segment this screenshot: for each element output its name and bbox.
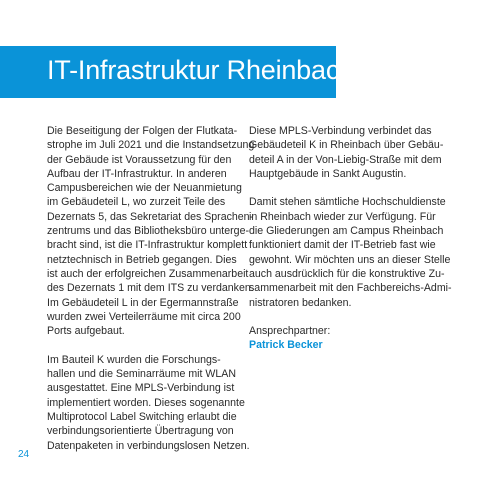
text-line: Aufbau der IT-Infrastruktur. In anderen [47, 167, 227, 180]
contact-label: Ansprechpartner: [249, 325, 331, 338]
text-line: Campusbereichen wie der Neuanmietung [47, 182, 242, 195]
text-line: netztechnisch in Betrieb gegangen. Dies [47, 253, 237, 266]
text-line: hallen und die Seminarräume mit WLAN [47, 368, 237, 381]
text-line: Im Bauteil K wurden die Forschungs- [47, 353, 221, 366]
left-paragraph-1 [47, 124, 255, 338]
page-title: IT-Infrastruktur Rheinbach [47, 55, 354, 85]
text-line: Diese MPLS-Verbindung verbindet das [249, 125, 432, 137]
text-line: implementiert worden. Dieses sogenannte [47, 396, 245, 409]
right-paragraph-1 [249, 124, 444, 181]
text-line: in Rheinbach wieder zur Verfügung. Für [249, 210, 436, 223]
text-line: Im Gebäudeteil L in der Egermannstraße [47, 296, 239, 309]
text-line: im Gebäudeteil L, wo zurzeit Teile des [47, 196, 226, 209]
text-line: Gebäudeteil K in Rheinbach über Gebäu- [249, 139, 444, 152]
text-line: Damit stehen sämtliche Hochschuldienste [249, 196, 446, 209]
text-line: bracht sind, ist die IT-Infrastruktur komplett [47, 239, 248, 252]
text-line: funktioniert damit der IT-Betrieb fast wie [249, 239, 436, 252]
text-line: Multiprotocol Label Switching erlaubt die [47, 410, 237, 423]
left-column [47, 124, 255, 467]
text-line: Die Beseitigung der Folgen der Flutkata- [47, 125, 238, 137]
text-line: Hauptgebäude in Sankt Augustin. [249, 167, 407, 180]
text-line: Datenpaketen in verbindungslosen Netzen. [47, 439, 250, 452]
text-line: gewohnt. Wir möchten uns an dieser Stelle [249, 253, 451, 266]
text-line: ausgestattet. Eine MPLS-Verbindung ist [47, 382, 235, 395]
text-line: sammenarbeit mit den Fachbereichs-Admi- [249, 282, 452, 295]
contact-block [249, 324, 439, 353]
page-number: 24 [18, 449, 30, 460]
text-line: deteil A in der Von-Liebig-Straße mit dem [249, 153, 442, 166]
left-paragraph-2 [47, 353, 250, 453]
text-line: verbindungsorientierte Übertragung von [47, 425, 234, 438]
text-line: Ports aufgebaut. [47, 325, 125, 338]
text-line: ist auch der erfolgreichen Zusammenarbeit [47, 267, 249, 280]
text-line: auch ausdrücklich für die konstruktive Zu- [249, 267, 445, 280]
text-line: der Gebäude ist Voraussetzung für den [47, 153, 232, 166]
right-paragraph-2 [249, 195, 452, 309]
text-line: die Gliederungen am Campus Rheinbach [249, 225, 444, 238]
text-line: zentrums und das Bibliotheksbüro unterge- [47, 225, 249, 238]
text-line: strophe im Juli 2021 und die Instandsetzung [47, 139, 255, 152]
right-column [249, 124, 452, 353]
text-line: des Dezernats 1 mit dem ITS zu verdanken. [47, 282, 254, 295]
text-line: nistratoren bedanken. [249, 296, 352, 309]
contact-name: Patrick Becker [249, 339, 323, 352]
text-line: Dezernats 5, das Sekretariat des Sprachen- [47, 210, 254, 223]
text-line: wurden zwei Verteilerräume mit circa 200 [47, 310, 241, 323]
